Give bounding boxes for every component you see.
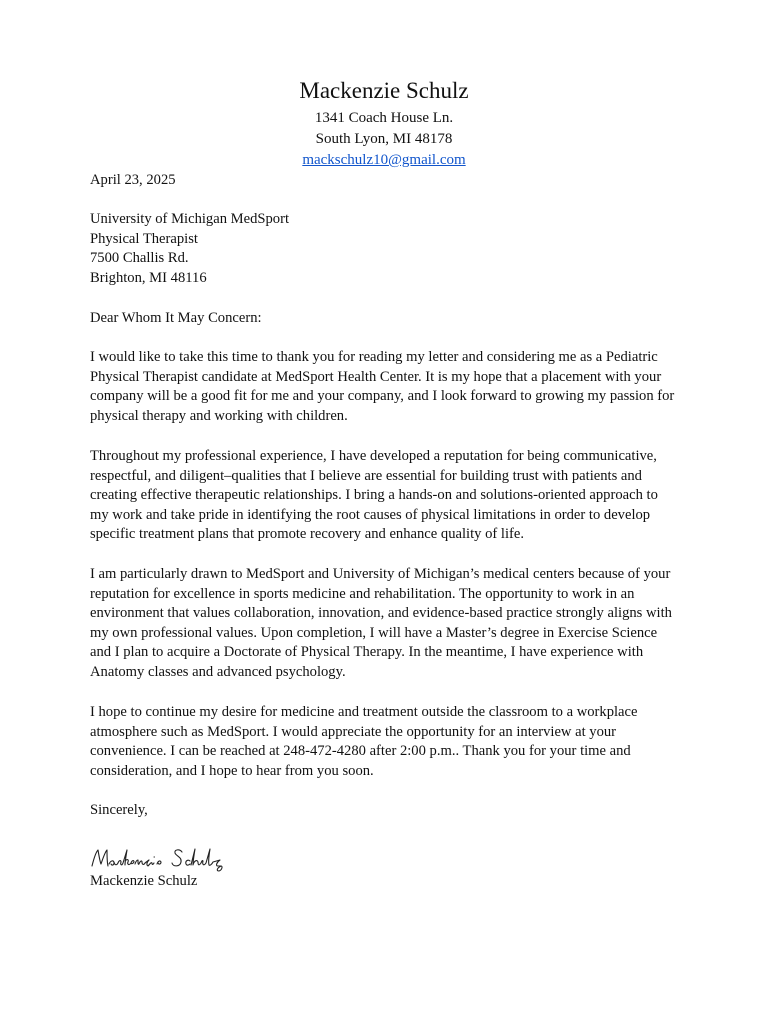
recipient-position: Physical Therapist (90, 230, 198, 247)
recipient-address (90, 210, 680, 288)
letter-header (0, 76, 768, 171)
paragraph-text: I would like to take this time to thank you for reading my letter and considering me as a Pediatric Physical Therapist candidate at MedSport Health Center. It is my hope that a placement with your company will be a good fit for me and your company, and I look forward to growing my passion for physical therapy and working with children. (90, 349, 675, 424)
sender-city-state-zip: South Lyon, MI 48178 (315, 131, 453, 147)
recipient-street: 7500 Challis Rd. (90, 250, 189, 267)
closing (90, 801, 680, 821)
signed-name-text: Mackenzie Schulz (90, 873, 198, 889)
signed-name (90, 872, 680, 892)
body-paragraph-1 (90, 348, 680, 426)
handwritten-signature (90, 844, 270, 872)
salutation (90, 309, 680, 329)
paragraph-text: I hope to continue my desire for medicine and treatment outside the classroom to a workplace atmosphere such as MedSport. I would appreciate the opportunity for an interview at your convenience. I can be reached at 248-472-4280 after 2:00 p.m.. Thank you for your time and consideration, and I hope to hear from you soon. (90, 704, 638, 779)
body-paragraph-4 (90, 703, 680, 781)
sender-email-line (0, 150, 768, 171)
sender-street: 1341 Coach House Ln. (314, 110, 454, 126)
paragraph-text: I am particularly drawn to MedSport and University of Michigan’s medical centers because of your reputation for excellence in sports medicine and rehabilitation. The opportunity to work in an environment that values collaboration, innovation, and evidence-based practice strongly aligns with my own professional values. Upon completion, I will have a Master’s degree in Exercise Science and I plan to acquire a Doctorate of Physical Therapy. In the meantime, I have experience with Anatomy classes and advanced psychology. (90, 566, 672, 680)
closing-text: Sincerely, (90, 802, 148, 818)
paragraph-text: Throughout my professional experience, I have developed a reputation for being communicative, respectful, and diligent–qualities that I believe are essential for building trust with patients and creating effective therapeutic relationships. I bring a hands-on and solutions-oriented approach to my work and take pride in identifying the root causes of physical limitations in order to develop specific treatment plans that promote recovery and enhance quality of life. (90, 448, 658, 543)
letter-date (90, 171, 680, 191)
sender-name: Mackenzie Schulz (299, 78, 469, 103)
recipient-city-state-zip: Brighton, MI 48116 (90, 269, 207, 286)
sender-email-link[interactable]: mackschulz10@gmail.com (302, 152, 466, 168)
salutation-text: Dear Whom It May Concern: (90, 310, 262, 326)
body-paragraph-3 (90, 565, 680, 683)
recipient-organization: University of Michigan MedSport (90, 211, 290, 227)
body-paragraph-2 (90, 447, 680, 545)
date-text: April 23, 2025 (90, 172, 176, 188)
